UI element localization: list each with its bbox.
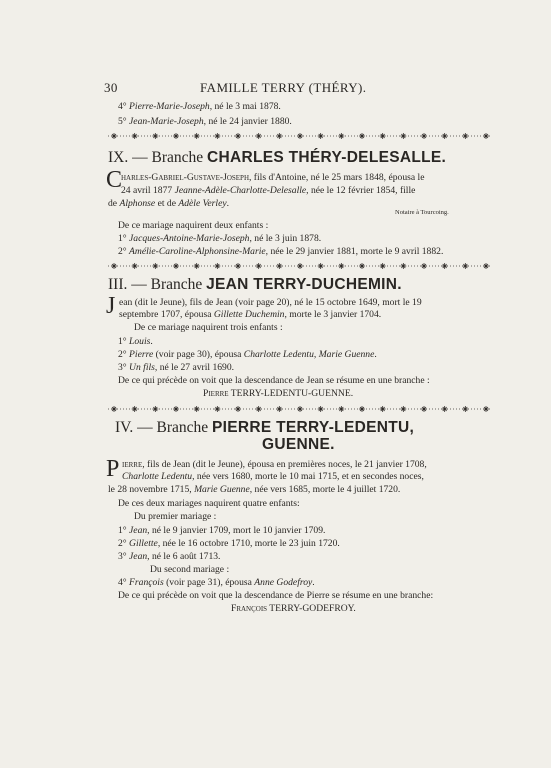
- ornament-divider: [108, 262, 492, 270]
- ornament-cross: [276, 406, 282, 412]
- ornament-cross: [276, 263, 282, 269]
- ornament-cross: [318, 263, 324, 269]
- margin-note: Notaire à Tourcoing.: [395, 209, 449, 216]
- paragraph-line: ean (dit le Jeune), fils de Jean (voir page 20), né le 15 octobre 1649, mort le 19: [119, 297, 422, 308]
- section-heading-ix: IX. — Branche CHARLES THÉRY-DELESALLE.: [108, 149, 447, 166]
- ornament-divider: [108, 132, 492, 140]
- ornament-cross: [462, 133, 468, 139]
- list-item: 2° Gillette, née le 16 octobre 1710, morte le 23 juin 1720.: [118, 538, 340, 549]
- list-item: 1° Jean, né le 9 janvier 1709, mort le 10 janvier 1709.: [118, 525, 326, 536]
- section-heading-iv-line2: GUENNE.: [262, 436, 335, 453]
- marriage-label: Du second mariage :: [150, 564, 230, 575]
- ornament-cross: [400, 133, 406, 139]
- children-intro: De ces deux mariages naquirent quatre enfants:: [118, 498, 300, 509]
- ornament-cross: [442, 406, 448, 412]
- paragraph-line: 24 avril 1877 Jeanne-Adèle-Charlotte-Delesalle, née le 12 février 1854, fille: [121, 185, 416, 196]
- ornament-cross: [214, 406, 220, 412]
- ornament-divider: [108, 405, 492, 413]
- ornament-cross: [111, 406, 117, 412]
- ornament-cross: [462, 406, 468, 412]
- ornament-cross: [173, 133, 179, 139]
- ornament-cross: [194, 406, 200, 412]
- list-item: 3° Un fils, né le 27 avril 1690.: [118, 362, 235, 373]
- ornament-cross: [132, 133, 138, 139]
- ornament-cross: [421, 263, 427, 269]
- drop-cap: C: [106, 167, 123, 193]
- ornament-cross: [483, 133, 489, 139]
- paragraph-line: ierre, fils de Jean (dit le Jeune), épousa en premières noces, le 21 janvier 1708,: [122, 459, 427, 470]
- page-number: 30: [104, 80, 118, 95]
- paragraph-line: harles-Gabriel-Gustave-Joseph, fils d'Antoine, né le 25 mars 1848, épousa le: [121, 172, 425, 183]
- branch-line: Pierre TERRY-LEDENTU-GUENNE.: [203, 388, 354, 399]
- branch-line: François TERRY-GODEFROY.: [231, 603, 356, 614]
- ornament-cross: [442, 133, 448, 139]
- list-item: 1° Jacques-Antoine-Marie-Joseph, né le 3 juin 1878.: [118, 233, 322, 244]
- ornament-cross: [152, 263, 158, 269]
- ornament-cross: [235, 406, 241, 412]
- ornament-cross: [194, 263, 200, 269]
- ornament-cross: [256, 406, 262, 412]
- ornament-cross: [214, 263, 220, 269]
- ornament-cross: [421, 133, 427, 139]
- ornament-cross: [442, 263, 448, 269]
- ornament-cross: [214, 133, 220, 139]
- ornament-cross: [173, 263, 179, 269]
- list-item: 5° Jean-Marie-Joseph, né le 24 janvier 1880.: [118, 116, 292, 127]
- ornament-cross: [318, 406, 324, 412]
- ornament-cross: [194, 133, 200, 139]
- ornament-cross: [235, 263, 241, 269]
- ornament-cross: [359, 406, 365, 412]
- ornament-cross: [297, 263, 303, 269]
- ornament-cross: [132, 406, 138, 412]
- ornament-cross: [256, 263, 262, 269]
- ornament-cross: [359, 263, 365, 269]
- ornament-cross: [111, 263, 117, 269]
- section-heading-iii: III. — Branche JEAN TERRY-DUCHEMIN.: [108, 276, 402, 293]
- paragraph-line: septembre 1707, épousa Gillette Duchemin, morte le 3 janvier 1704.: [119, 309, 382, 320]
- ornament-cross: [421, 406, 427, 412]
- list-item: 4° François (voir page 31), épousa Anne Godefroy.: [118, 577, 315, 588]
- ornament-cross: [380, 406, 386, 412]
- paragraph-line: Charlotte Ledentu, née vers 1680, morte le 10 mai 1715, et en secondes noces,: [122, 471, 424, 482]
- list-item: 4° Pierre-Marie-Joseph, né le 3 mai 1878.: [118, 101, 281, 112]
- ornament-cross: [276, 133, 282, 139]
- ornament-cross: [297, 406, 303, 412]
- running-title: FAMILLE TERRY (THÉRY).: [200, 80, 367, 95]
- ornament-cross: [297, 133, 303, 139]
- ornament-svg: [108, 405, 492, 413]
- list-item: 2° Pierre (voir page 30), épousa Charlotte Ledentu, Marie Guenne.: [118, 349, 377, 360]
- ornament-cross: [152, 133, 158, 139]
- ornament-cross: [462, 263, 468, 269]
- ornament-cross: [132, 263, 138, 269]
- drop-cap: P: [106, 456, 120, 482]
- ornament-cross: [359, 133, 365, 139]
- ornament-svg: [108, 132, 492, 140]
- children-intro: De ce mariage naquirent deux enfants :: [118, 220, 269, 231]
- ornament-cross: [380, 133, 386, 139]
- ornament-cross: [235, 133, 241, 139]
- marriage-label: Du premier mariage :: [134, 511, 217, 522]
- ornament-cross: [173, 406, 179, 412]
- summary-line: De ce qui précède on voit que la descendance de Jean se résume en une branche :: [118, 375, 430, 386]
- list-item: 1° Louis.: [118, 336, 153, 347]
- ornament-cross: [111, 133, 117, 139]
- ornament-cross: [338, 263, 344, 269]
- ornament-cross: [400, 263, 406, 269]
- children-intro: De ce mariage naquirent trois enfants :: [134, 322, 283, 333]
- ornament-cross: [338, 406, 344, 412]
- ornament-cross: [256, 133, 262, 139]
- ornament-cross: [338, 133, 344, 139]
- ornament-cross: [400, 406, 406, 412]
- ornament-cross: [483, 406, 489, 412]
- ornament-cross: [483, 263, 489, 269]
- paragraph-line: le 28 novembre 1715, Marie Guenne, née vers 1685, morte le 4 juillet 1720.: [108, 484, 401, 495]
- list-item: 2° Amélie-Caroline-Alphonsine-Marie, née le 29 janvier 1881, morte le 9 avril 1882.: [118, 246, 444, 257]
- summary-line: De ce qui précède on voit que la descendance de Pierre se résume en une branche:: [118, 590, 434, 601]
- ornament-svg: [108, 262, 492, 270]
- paragraph-line: de Alphonse et de Adèle Verley.: [108, 198, 229, 209]
- section-heading-iv: IV. — Branche PIERRE TERRY-LEDENTU,: [115, 419, 415, 436]
- ornament-cross: [380, 263, 386, 269]
- ornament-cross: [318, 133, 324, 139]
- list-item: 3° Jean, né le 6 août 1713.: [118, 551, 221, 562]
- ornament-cross: [152, 406, 158, 412]
- drop-cap: J: [106, 293, 116, 319]
